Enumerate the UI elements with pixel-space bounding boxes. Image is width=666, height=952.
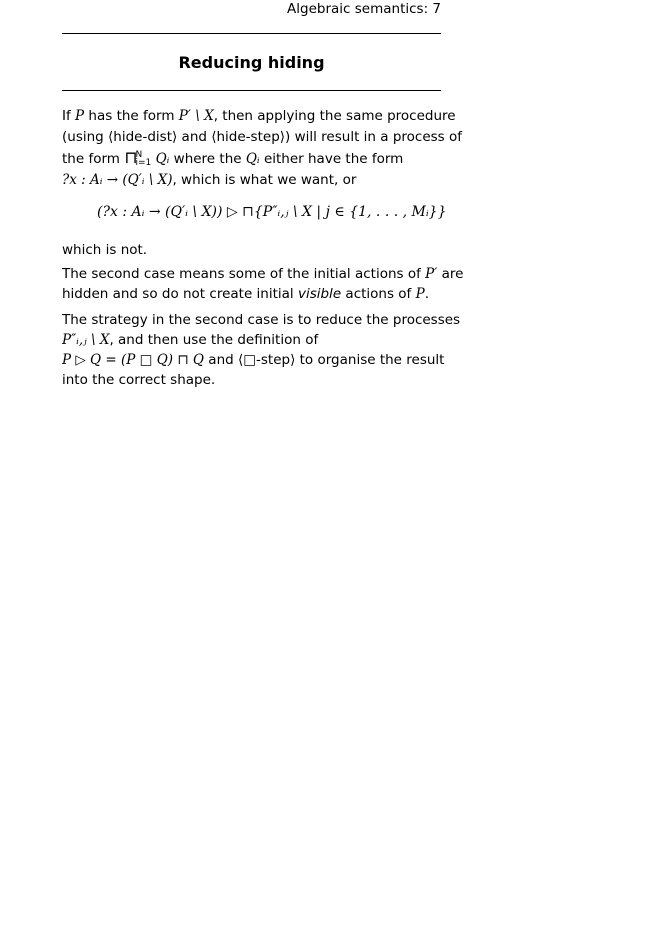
p3-text: and ⟨□-step⟩ to organise the result: [204, 352, 445, 368]
operator-limits: [135, 151, 151, 167]
top-rule: [62, 33, 441, 34]
p1-text: either have the form: [259, 151, 404, 167]
paragraph-strategy: [62, 310, 461, 390]
display-formula: (?x : Aᵢ → (Q′ᵢ \ X)) ▷ ⊓{P″ᵢ,ⱼ \ X | j ∈ {1, . . . , Mᵢ}}: [97, 204, 447, 220]
running-head: Algebraic semantics: 7: [287, 1, 441, 17]
math-Qi: Qᵢ: [245, 151, 260, 167]
p3-text: The strategy in the second case is to reduce the processes: [62, 312, 461, 328]
p1-text: If: [62, 108, 76, 124]
p1-text: the form: [62, 151, 125, 167]
math-Pprime-hide-X: P′ \ X: [178, 108, 214, 124]
which-is-not-text: which is not.: [62, 242, 148, 258]
title-rule: [62, 90, 441, 91]
math-prefix-form: ?x : Aᵢ → (Q′ᵢ \ X): [62, 172, 173, 188]
math-definition: P ▷ Q = (P □ Q) ⊓ Q: [62, 352, 204, 368]
p3-text: , and then use the definition of: [109, 332, 319, 348]
math-Pprime: P′: [425, 266, 438, 282]
section-title: Reducing hiding: [178, 53, 325, 72]
paragraph-hiding-form: [62, 106, 462, 191]
p2-text: actions of: [341, 285, 416, 302]
paragraph-second-case: [62, 265, 464, 304]
p1-text: has the form: [84, 108, 179, 124]
p1-text: , then applying the same procedure: [213, 108, 456, 124]
p3-text: into the correct shape.: [62, 372, 216, 388]
math-P: P: [415, 285, 425, 302]
math-Pdoubleprime-hide-X: P″ᵢ,ⱼ \ X: [62, 332, 110, 348]
p2-text: are: [437, 266, 464, 282]
limit-upper: N: [135, 150, 143, 160]
p2-text: .: [424, 285, 429, 302]
math-P: P: [75, 108, 85, 124]
emphasis-visible: visible: [297, 285, 342, 302]
nondeterministic-choice-operator: ⊓: [124, 148, 138, 168]
p1-text: , which is what we want, or: [172, 172, 357, 188]
p1-text: (using ⟨hide-dist⟩ and ⟨hide-step⟩) will result in a process of: [62, 129, 462, 145]
math-Qi: Qᵢ: [155, 151, 170, 167]
limit-lower: i=1: [135, 158, 152, 168]
p2-text: hidden and so do not create initial: [62, 285, 298, 302]
p2-text: The second case means some of the initial actions of: [62, 266, 426, 282]
p1-text: where the: [169, 151, 246, 167]
